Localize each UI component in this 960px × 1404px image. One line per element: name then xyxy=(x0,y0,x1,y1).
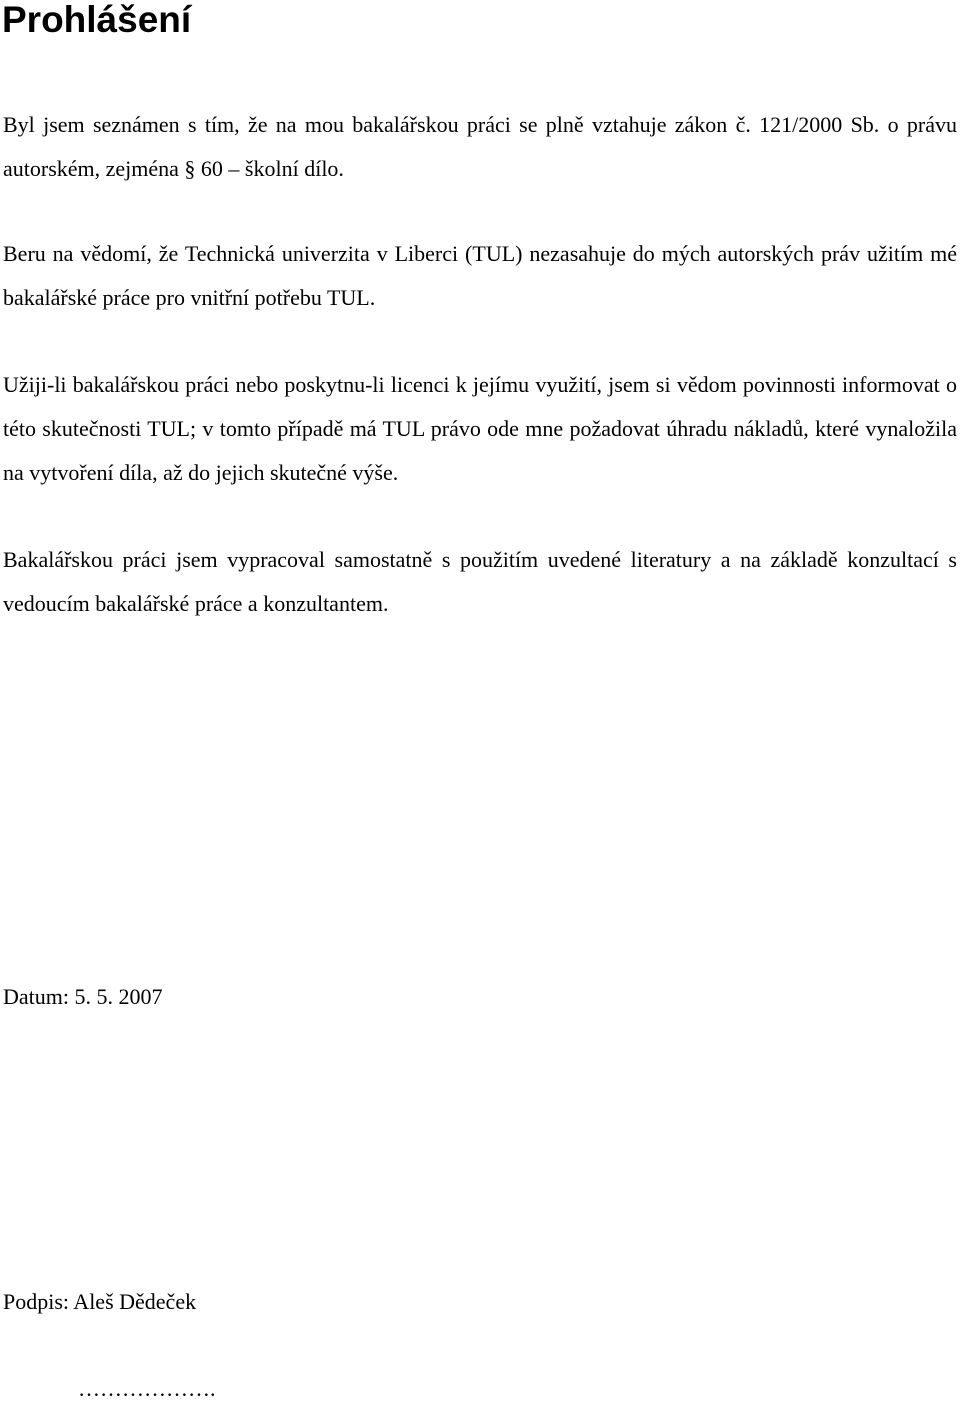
signature-placeholder: ………………. xyxy=(78,1376,216,1401)
paragraph-license-obligation: Užiji-li bakalářskou práci nebo poskytnu-li licenci k jejímu využití, jsem si vědom povinnosti informovat o této skutečnosti TUL; v tomto případě má TUL právo ode mne požadovat úhradu nákladů, které vynaložila na vytvoření díla, až do jejich skutečné výše. xyxy=(3,372,957,485)
signature-line: Podpis: Aleš Dědeček xyxy=(3,1289,197,1314)
paragraph-copyright-law: Byl jsem seznámen s tím, že na mou bakalářskou práci se plně vztahuje zákon č. 121/2000 Sb. o právu autorském, zejména § 60 – školní dílo. xyxy=(3,112,957,181)
paragraph-tul-rights: Beru na vědomí, že Technická univerzita v Liberci (TUL) nezasahuje do mých autorských práv užitím mé bakalářské práce pro vnitřní potřebu TUL. xyxy=(3,241,957,310)
date-line: Datum: 5. 5. 2007 xyxy=(3,984,163,1009)
paragraph-independent-work: Bakalářskou práci jsem vypracoval samostatně s použitím uvedené literatury a na základě konzultací s vedoucím bakalářské práce a konzultantem. xyxy=(3,547,957,616)
page-title: Prohlášení xyxy=(2,0,192,40)
